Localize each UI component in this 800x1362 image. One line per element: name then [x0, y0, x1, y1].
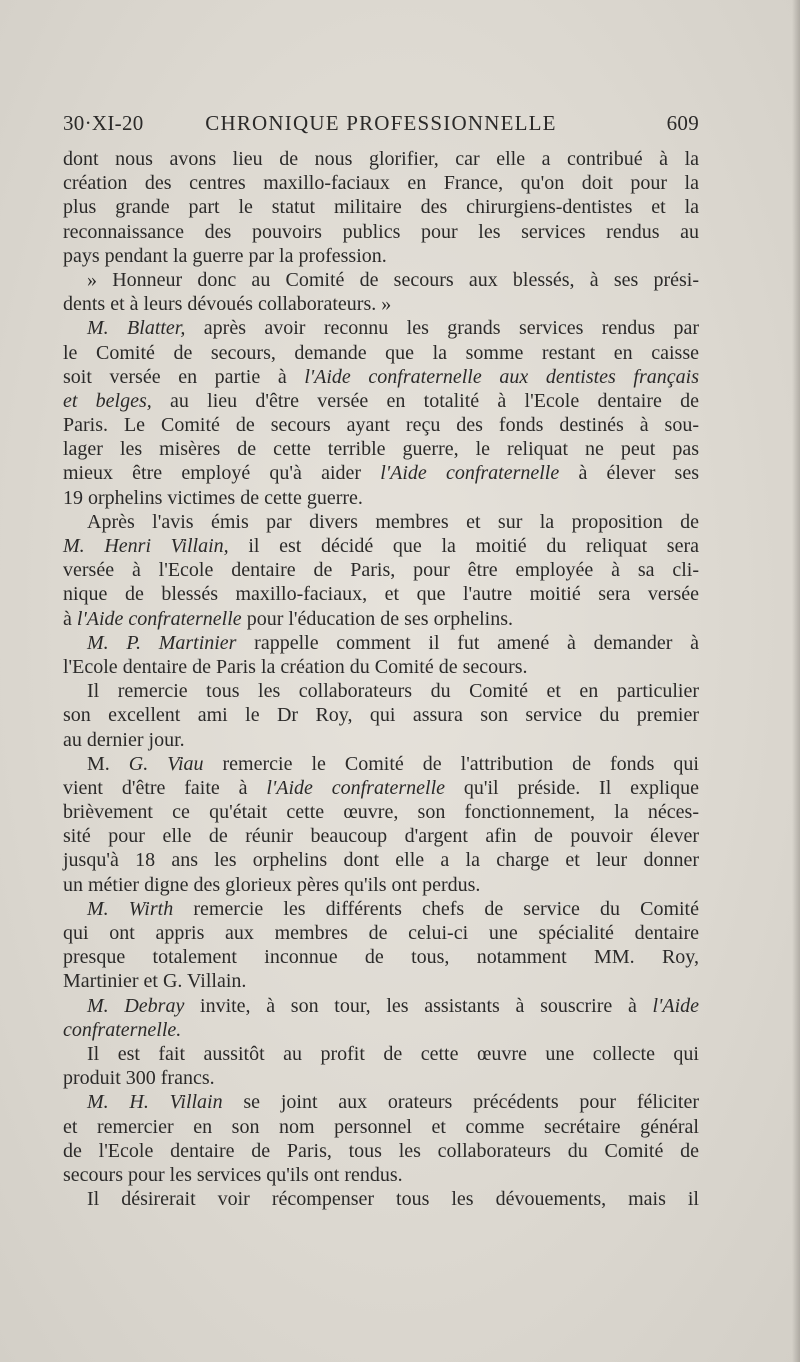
journal-section-title: CHRONIQUE PROFESSIONNELLE	[205, 111, 557, 135]
text-segment: remercie les différents chefs de service du Comité	[173, 897, 699, 920]
text-segment: plus grande part le statut militaire des chirurgiens-dentistes et la	[63, 196, 699, 219]
text-line	[63, 945, 699, 969]
text-line	[63, 800, 699, 824]
text-line	[63, 848, 699, 872]
text-line	[63, 679, 699, 703]
text-segment: versée à l'Ecole dentaire de Paris, pour être employée à sa cli-	[63, 559, 699, 582]
text-segment: soit versée en partie à	[63, 365, 305, 388]
text-line	[63, 341, 699, 365]
text-line	[63, 486, 699, 510]
text-line	[63, 873, 699, 897]
italic-text: l'Aide	[652, 994, 699, 1017]
text-segment: qu'il préside. Il explique	[445, 776, 699, 799]
italic-text: M. P. Martinier	[87, 631, 237, 654]
text-line	[63, 728, 699, 752]
text-line	[63, 1066, 699, 1090]
text-line	[63, 558, 699, 582]
text-segment: nique de blessés maxillo-faciaux, et que l'autre moitié sera versée	[63, 583, 699, 606]
text-segment: pour l'éducation de ses orphelins.	[241, 607, 514, 630]
text-segment: Paris. Le Comité de secours ayant reçu des fonds destinés à sou-	[63, 414, 699, 437]
text-line	[63, 1163, 699, 1187]
text-segment: il est décidé que la moitié du reliquat sera	[228, 535, 700, 557]
text-segment: pays pendant la guerre par la profession.	[63, 244, 387, 267]
text-line	[63, 1139, 699, 1163]
text-segment: un métier digne des glorieux pères qu'ils ont perdus.	[63, 873, 481, 896]
text-segment: et remercier en son nom personnel et comme secrétaire général	[63, 1115, 699, 1138]
italic-text: confraternelle.	[63, 1018, 182, 1041]
text-segment: à élever ses	[559, 462, 700, 485]
text-segment: Martinier et G. Villain.	[63, 970, 247, 993]
text-line	[63, 655, 699, 679]
text-segment: presque totalement inconnue de tous, notamment MM. Roy,	[63, 946, 699, 969]
text-line	[63, 1090, 699, 1114]
italic-text: l'Aide confraternelle	[266, 776, 446, 799]
text-segment: création des centres maxillo-faciaux en France, qu'on doit pour la	[63, 172, 699, 195]
text-line	[63, 994, 699, 1018]
text-line	[63, 413, 699, 437]
text-segment: 19 orphelins victimes de cette guerre.	[63, 486, 363, 509]
text-line	[63, 292, 699, 316]
text-segment: lager les misères de cette terrible guerre, le reliquat ne peut pas	[63, 438, 699, 461]
text-line	[63, 147, 699, 171]
text-segment: invite, à son tour, les assistants à souscrire à	[184, 994, 653, 1017]
text-segment: rappelle comment il fut amené à demander à	[236, 631, 699, 654]
italic-text: M. Blatter,	[87, 317, 186, 340]
text-line	[63, 921, 699, 945]
text-line	[63, 607, 699, 631]
italic-text: l'Aide confraternelle aux dentistes français	[304, 365, 699, 388]
text-segment: M.	[87, 752, 129, 775]
text-segment: Il est fait aussitôt au profit de cette œuvre une collecte qui	[87, 1042, 699, 1065]
text-line	[63, 1042, 699, 1066]
text-line	[63, 220, 699, 244]
text-line	[63, 824, 699, 848]
text-segment: jusqu'à 18 ans les orphelins dont elle a la charge et leur donner	[63, 849, 699, 872]
text-segment: au dernier jour.	[63, 728, 185, 751]
text-line	[63, 631, 699, 655]
text-segment: dents et à leurs dévoués collaborateurs. »	[63, 293, 392, 316]
page-number: 609	[666, 111, 699, 135]
text-line	[63, 316, 699, 340]
text-line	[63, 534, 699, 558]
text-segment: Il remercie tous les collaborateurs du Comité et en particulier	[87, 680, 699, 703]
text-line	[63, 461, 699, 485]
text-segment: produit 300 francs.	[63, 1067, 215, 1090]
text-segment: secours pour les services qu'ils ont rendus.	[63, 1163, 403, 1186]
text-segment: le Comité de secours, demande que la somme restant en caisse	[63, 341, 699, 364]
text-segment: l'Ecole dentaire de Paris la création du Comité de secours.	[63, 655, 528, 678]
text-line	[63, 365, 699, 389]
italic-text: M. Henri Villain,	[63, 535, 229, 557]
text-line	[63, 582, 699, 606]
text-line	[63, 510, 699, 534]
text-segment: son excellent ami le Dr Roy, qui assura son service du premier	[63, 704, 699, 727]
italic-text: G. Viau	[128, 752, 204, 775]
text-segment: après avoir reconnu les grands services rendus par	[185, 317, 700, 340]
text-segment: remercie le Comité de l'attribution de fonds qui	[203, 752, 699, 775]
text-segment: mieux être employé qu'à aider	[63, 462, 381, 485]
text-line	[63, 195, 699, 219]
italic-text: M. Debray	[87, 994, 185, 1017]
text-segment: Il désirerait voir récompenser tous les dévouements, mais il	[87, 1188, 699, 1211]
italic-text: l'Aide confraternelle	[380, 462, 560, 485]
text-segment: au lieu d'être versée en totalité à l'Ecole dentaire de	[151, 389, 699, 412]
text-segment: à	[63, 607, 77, 630]
body-text	[63, 147, 699, 1211]
text-segment: se joint aux orateurs précédents pour féliciter	[222, 1091, 700, 1114]
text-line	[63, 1018, 699, 1042]
text-segment: vient d'être faite à	[63, 776, 267, 799]
text-line	[63, 1115, 699, 1139]
text-segment: qui ont appris aux membres de celui-ci une spécialité dentaire	[63, 922, 699, 944]
text-segment: de l'Ecole dentaire de Paris, tous les collaborateurs du Comité de	[63, 1139, 699, 1162]
text-line	[63, 244, 699, 268]
text-line	[63, 752, 699, 776]
italic-text: et belges,	[63, 389, 152, 412]
text-line	[63, 268, 699, 292]
text-line	[63, 171, 699, 195]
text-line	[63, 776, 699, 800]
issue-date: 30·XI-20	[63, 111, 144, 135]
text-line	[63, 437, 699, 461]
text-segment: sité pour elle de réunir beaucoup d'argent afin de pouvoir élever	[63, 825, 699, 848]
page-edge-shadow	[792, 0, 800, 1362]
italic-text: M. Wirth	[87, 897, 174, 920]
running-head	[63, 111, 699, 141]
text-line	[63, 897, 699, 921]
text-line	[63, 703, 699, 727]
text-segment: » Honneur donc au Comité de secours aux blessés, à ses prési-	[87, 268, 699, 291]
text-line	[63, 969, 699, 993]
italic-text: l'Aide confraternelle	[76, 607, 242, 630]
text-segment: dont nous avons lieu de nous glorifier, car elle a contribué à la	[63, 148, 699, 170]
text-line	[63, 1187, 699, 1211]
text-segment: Après l'avis émis par divers membres et sur la proposition de	[87, 510, 699, 533]
text-segment: reconnaissance des pouvoirs publics pour les services rendus au	[63, 220, 699, 243]
text-segment: brièvement ce qu'était cette œuvre, son fonctionnement, la néces-	[63, 801, 699, 824]
italic-text: M. H. Villain	[87, 1091, 223, 1114]
text-line	[63, 389, 699, 413]
